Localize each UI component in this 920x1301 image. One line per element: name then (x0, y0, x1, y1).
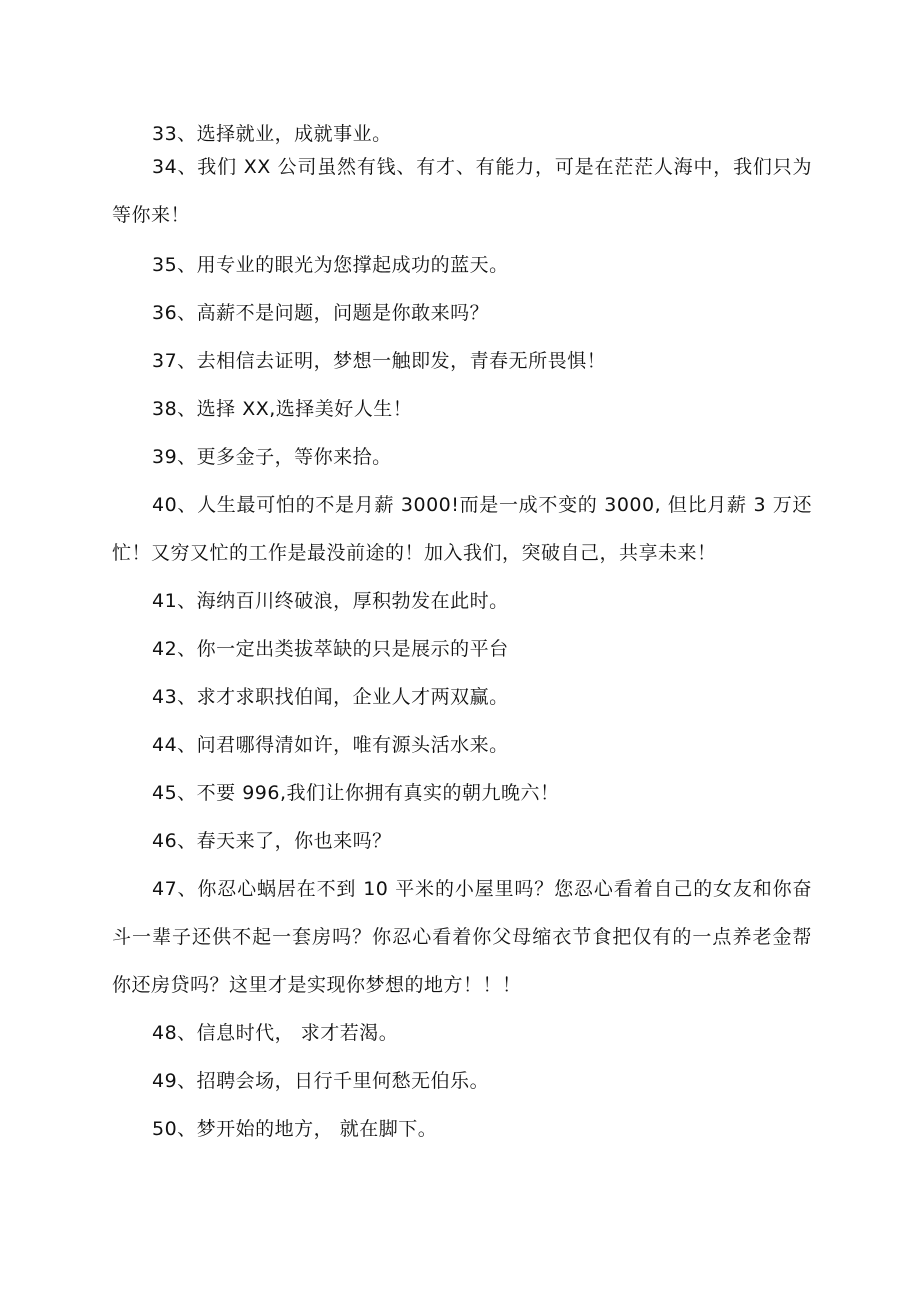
paragraph-35: 35、用专业的眼光为您撑起成功的蓝天。 (152, 254, 509, 276)
paragraph-46: 46、春天来了，你也来吗？ (152, 830, 392, 852)
paragraph-49: 49、招聘会场，日行千里何愁无伯乐。 (152, 1070, 490, 1092)
paragraph-43: 43、求才求职找伯闻，企业人才两双赢。 (152, 686, 509, 708)
paragraph-34: 34、我们 XX 公司虽然有钱、有才、有能力，可是在茫茫人海中，我们只为等你来！ (112, 156, 812, 226)
paragraph-36: 36、高薪不是问题，问题是你敢来吗？ (152, 302, 490, 324)
paragraph-42: 42、你一定出类拔萃缺的只是展示的平台 (152, 638, 509, 660)
paragraph-44: 44、问君哪得清如许，唯有源头活水来。 (152, 734, 509, 756)
paragraph-50: 50、梦开始的地方， 就在脚下。 (152, 1118, 438, 1140)
paragraph-45: 45、不要 996,我们让你拥有真实的朝九晚六！ (152, 782, 560, 804)
paragraph-38: 38、选择 XX,选择美好人生！ (152, 398, 413, 420)
paragraph-41: 41、海纳百川终破浪，厚积勃发在此时。 (152, 590, 509, 612)
paragraph-39: 39、更多金子，等你来拾。 (152, 446, 392, 468)
paragraph-37: 37、去相信去证明，梦想一触即发，青春无所畏惧！ (152, 350, 607, 372)
paragraph-33: 33、选择就业，成就事业。 (152, 123, 392, 145)
paragraph-40: 40、人生最可怕的不是月薪 3000!而是一成不变的 3000, 但比月薪 3 万还忙！又穷又忙的工作是最没前途的！加入我们，突破自己，共享未来！ (112, 494, 812, 564)
paragraph-47: 47、你忍心蜗居在不到 10 平米的小屋里吗？您忍心看着自己的女友和你奋斗一辈子还供不起一套房吗？你忍心看着你父母缩衣节食把仅有的一点养老金帮你还房贷吗？这里才是实现你梦想的地方！！！ (112, 878, 812, 996)
paragraph-48: 48、信息时代， 求才若渴。 (152, 1022, 399, 1044)
document-body (112, 120, 812, 1153)
